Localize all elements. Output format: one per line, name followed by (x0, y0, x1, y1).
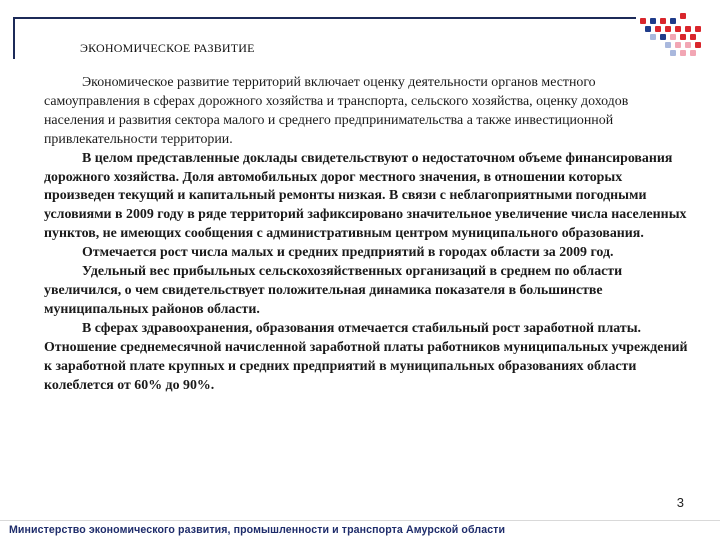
decor-dot (670, 18, 676, 24)
decor-dot (670, 34, 676, 40)
decor-dot (640, 18, 646, 24)
paragraph-agriculture: Удельный вес прибыльных сельскохозяйственных организаций в среднем по области увеличился, о чем свидетельствует положительная динамика показателя в большинстве муниципальных районов области. (44, 264, 623, 317)
decor-dot (690, 50, 696, 56)
decor-dot (645, 26, 651, 32)
paragraph-small-business: Отмечается рост числа малых и средних предприятий в городах области за 2009 год. (82, 245, 614, 261)
footer-divider (0, 520, 720, 521)
decor-dot (660, 18, 666, 24)
decor-dot (695, 26, 701, 32)
decor-dot (660, 34, 666, 40)
frame-top-line (13, 17, 636, 19)
page-number: 3 (676, 495, 684, 510)
decor-dot (665, 26, 671, 32)
decor-dot (650, 18, 656, 24)
decor-dot (680, 50, 686, 56)
paragraph-economic-development: Экономическое развитие территорий включает оценку деятельности органов местного самоуправления в сферах дорожного хозяйства и транспорта, сельского хозяйства, оценку доходов населения и развития сектора малого и среднего предпринимательства а также инвестиционной привлекательности территории. (44, 75, 629, 147)
dot-pattern-decoration (640, 10, 710, 80)
slide-body (44, 74, 692, 395)
decor-dot (695, 42, 701, 48)
decor-dot (655, 26, 661, 32)
decor-dot (685, 42, 691, 48)
decor-dot (670, 50, 676, 56)
decor-dot (675, 42, 681, 48)
paragraph-salaries: В сферах здравоохранения, образования отмечается стабильный рост заработной платы. Отношение среднемесячной начисленной заработной платы работников муниципальных учреждений к заработной плате крупных и средних предприятий в муниципальных образованиях области колеблется от 60% до 90%. (44, 320, 688, 393)
footer-ministry-name: Министерство экономического развития, промышленности и транспорта Амурской области (9, 524, 506, 536)
decor-dot (690, 34, 696, 40)
decor-dot (665, 42, 671, 48)
decor-dot (650, 34, 656, 40)
decor-dot (685, 26, 691, 32)
decor-dot (680, 34, 686, 40)
frame-left-line (13, 17, 15, 59)
slide-title: ЭКОНОМИЧЕСКОЕ РАЗВИТИЕ (80, 41, 255, 55)
decor-dot (680, 13, 686, 19)
decor-dot (675, 26, 681, 32)
paragraph-road-financing: В целом представленные доклады свидетельствуют о недостаточном объеме финансирования дорожного хозяйства. Доля автомобильных дорог местного значения, в отношении которых произведен текущий и капитальный ремонты низкая. В связи с неблагоприятными погодными условиями в 2009 году в ряде территорий зафиксировано значительное увеличение числа населенных пунктов, не имеющих сообщения с административным центром муниципального образования. (44, 150, 687, 242)
